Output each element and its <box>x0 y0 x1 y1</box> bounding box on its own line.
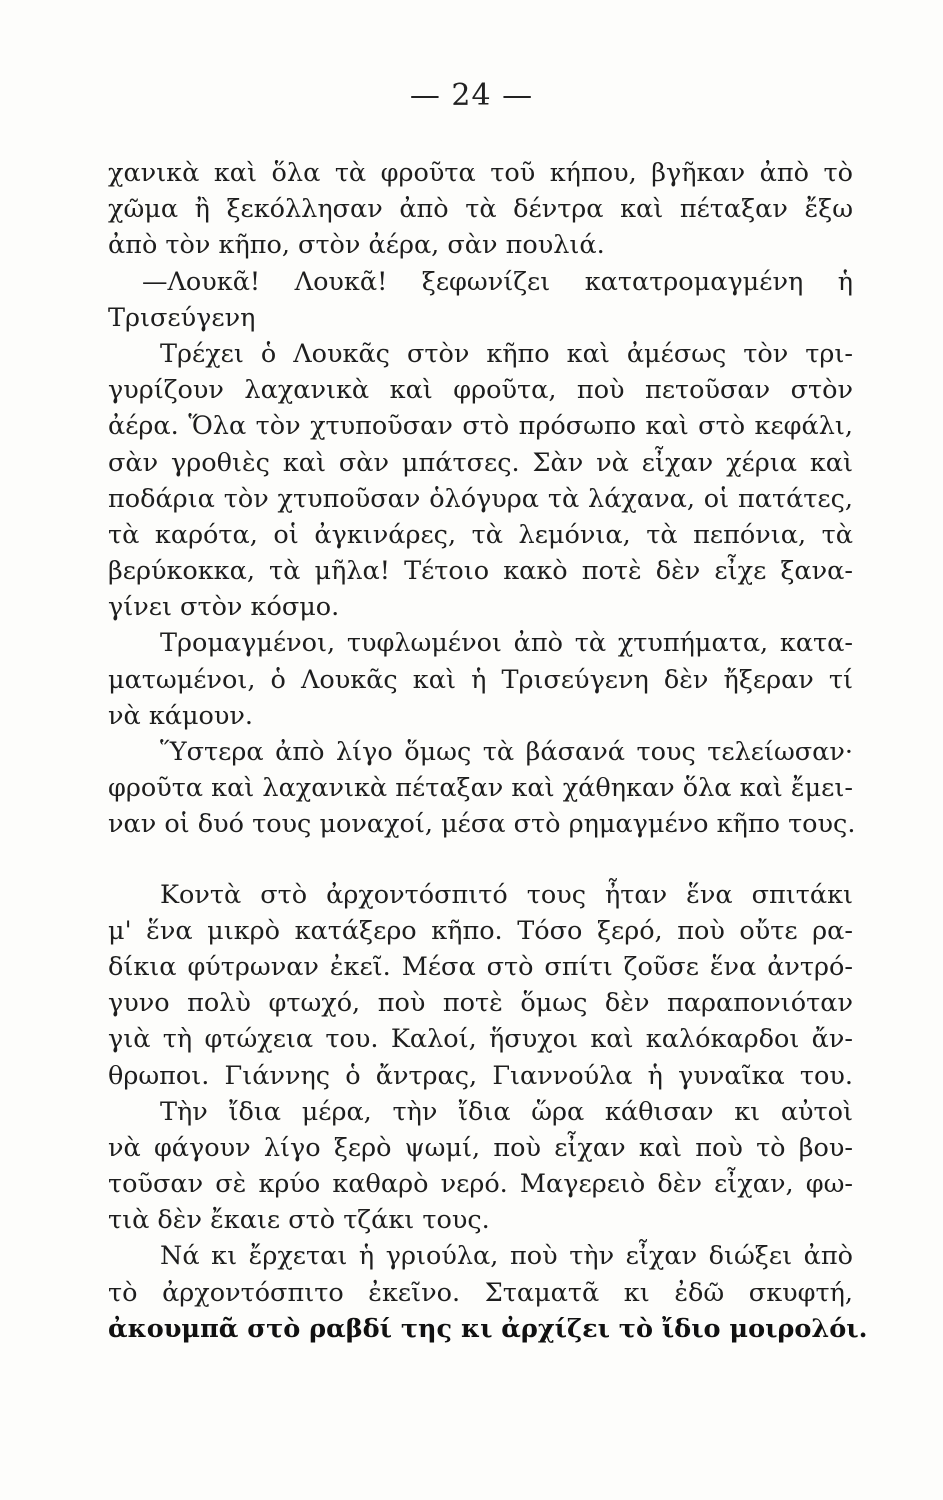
text-line: Κοντὰ στὸ ἀρχοντόσπιτό τους ἦταν ἕνα σπιτάκι <box>160 879 853 910</box>
page-text <box>108 155 868 1347</box>
text-line: ποδάρια τὸν χτυποῦσαν ὁλόγυρα τὰ λάχανα, οἱ πατάτες, <box>108 483 853 514</box>
text-line: φροῦτα καὶ λαχανικὰ πέταξαν καὶ χάθηκαν ὅλα καὶ ἔμει- <box>108 773 853 804</box>
text-line: Τρισεύγενη <box>108 302 256 333</box>
text-line: —Λουκᾶ! Λουκᾶ! ξεφωνίζει κατατρομαγμένη ἡ <box>142 266 853 297</box>
text-line: γυνο πολὺ φτωχό, ποὺ ποτὲ ὅμως δὲν παραπονιόταν <box>108 988 853 1019</box>
page-number: — 24 — <box>409 78 534 113</box>
text-line: Ὕστερα ἀπὸ λίγο ὅμως τὰ βάσανά τους τελείωσαν· <box>160 737 853 767</box>
text-line: Νά κι ἔρχεται ἡ γριούλα, ποὺ τὴν εἶχαν διώξει ἀπὸ <box>160 1241 853 1272</box>
text-line: Τὴν ἴδια μέρα, τὴν ἴδια ὥρα κάθισαν κι αὐτοὶ <box>160 1096 853 1127</box>
section-gap <box>108 843 853 877</box>
text-line: ναν οἱ δυό τους μοναχοί, μέσα στὸ ρημαγμένο κῆπο τους. <box>108 809 856 840</box>
paragraph-block-1 <box>108 155 856 843</box>
text-line: Τρέχει ὁ Λουκᾶς στὸν κῆπο καὶ ἀμέσως τὸν τρι- <box>160 338 853 369</box>
text-line: γιὰ τὴ φτώχεια του. Καλοί, ἥσυχοι καὶ καλόκαρδοι ἄν- <box>108 1024 853 1055</box>
text-line: Τρομαγμένοι, τυφλωμένοι ἀπὸ τὰ χτυπήματα, κατα- <box>160 628 853 659</box>
text-line: θρωποι. Γιάννης ὁ ἄντρας, Γιαννούλα ἡ γυναῖκα του. <box>108 1060 853 1091</box>
text-line: ἀπὸ τὸν κῆπο, στὸν ἀέρα, σὰν πουλιά. <box>108 230 605 261</box>
text-line: τὰ καρότα, οἱ ἀγκινάρες, τὰ λεμόνια, τὰ πεπόνια, τὰ <box>108 519 853 550</box>
text-line: μ' ἕνα μικρὸ κατάξερο κῆπο. Τόσο ξερό, ποὺ οὔτε ρα- <box>108 915 853 946</box>
text-line: δίκια φύτρωναν ἐκεῖ. Μέσα στὸ σπίτι ζοῦσε ἕνα ἀντρό- <box>108 951 853 982</box>
paragraph-block-2 <box>108 877 868 1347</box>
text-line: νὰ φάγουν λίγο ξερὸ ψωμί, ποὺ εἶχαν καὶ ποὺ τὸ βου- <box>108 1132 853 1163</box>
text-line: χανικὰ καὶ ὅλα τὰ φροῦτα τοῦ κήπου, βγῆκαν ἀπὸ τὸ <box>108 158 853 188</box>
text-line: ἀέρα. Ὅλα τὸν χτυποῦσαν στὸ πρόσωπο καὶ στὸ κεφάλι, <box>108 411 853 442</box>
text-line: τοῦσαν σὲ κρύο καθαρὸ νερό. Μαγερειὸ δὲν εἶχαν, φω- <box>108 1169 853 1200</box>
text-line: γίνει στὸν κόσμο. <box>108 592 340 623</box>
text-line: χῶμα ἢ ξεκόλλησαν ἀπὸ τὰ δέντρα καὶ πέταξαν ἔξω <box>108 194 853 225</box>
text-line: ματωμένοι, ὁ Λουκᾶς καὶ ἡ Τρισεύγενη δὲν ἤξεραν τί <box>108 664 853 695</box>
text-line: τὸ ἀρχοντόσπιτο ἐκεῖνο. Σταματᾶ κι ἐδῶ σκυφτή, <box>108 1277 853 1308</box>
text-line: σὰν γροθιὲς καὶ σὰν μπάτσες. Σὰν νὰ εἶχαν χέρια καὶ <box>108 447 853 478</box>
text-line: νὰ κάμουν. <box>108 700 254 731</box>
text-line: γυρίζουν λαχανικὰ καὶ φροῦτα, ποὺ πετοῦσαν στὸν <box>108 375 853 406</box>
text-line: ἀκουμπᾶ στὸ ραβδί της κι ἀρχίζει τὸ ἴδιο μοιρολόι. <box>108 1313 868 1344</box>
text-line: τιὰ δὲν ἔκαιε στὸ τζάκι τους. <box>108 1205 490 1236</box>
text-line: βερύκοκκα, τὰ μῆλα! Τέτοιο κακὸ ποτὲ δὲν εἶχε ξανα- <box>108 556 853 587</box>
